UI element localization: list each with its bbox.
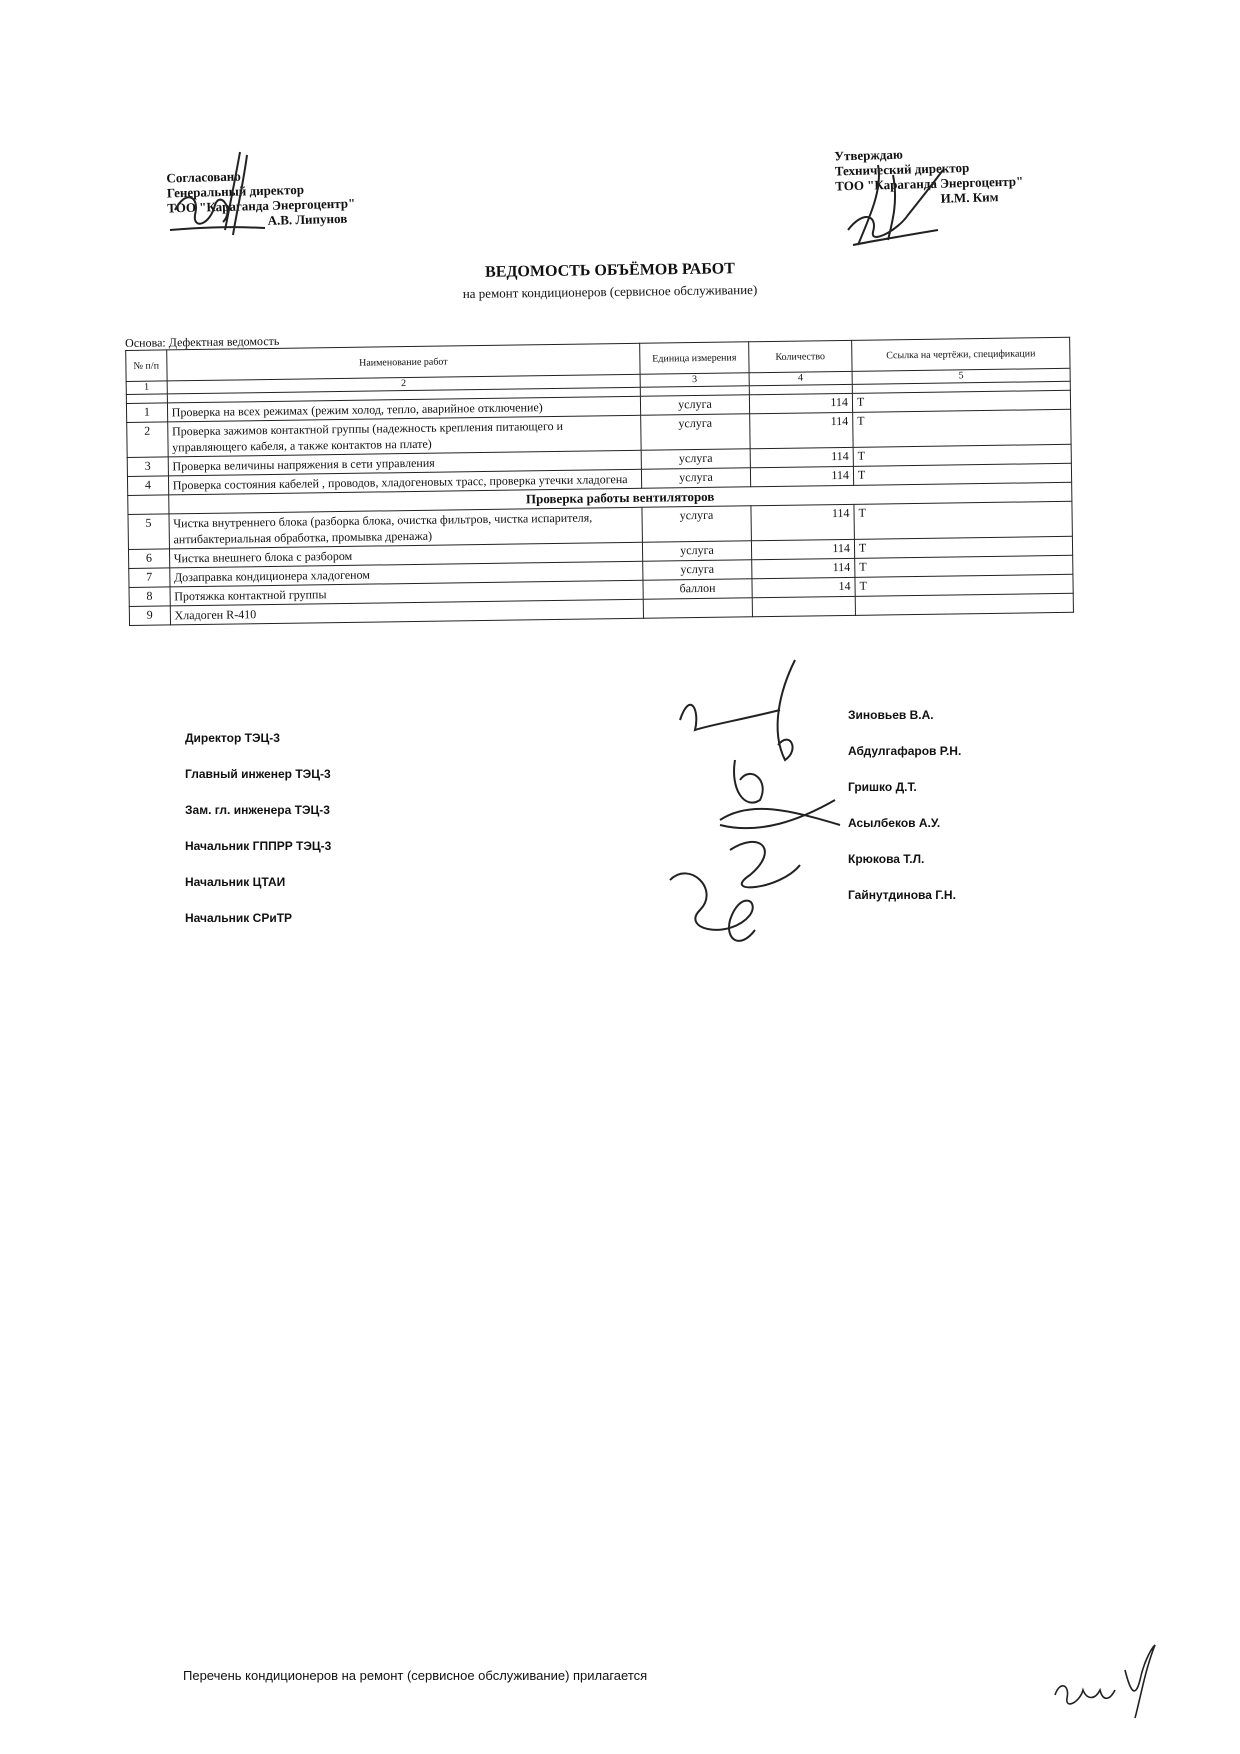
row-unit: услуга	[641, 395, 750, 416]
row-ref: Т	[854, 501, 1072, 539]
commission-role: Начальник ЦТАИ	[185, 875, 286, 889]
commission-role: Зам. гл. инженера ТЭЦ-3	[185, 803, 330, 817]
row-name: Дозаправка кондиционера хладогеном	[169, 561, 643, 587]
row-name: Протяжка контактной группы	[170, 580, 644, 606]
section-empty-cell	[128, 495, 169, 515]
header-num: № п/п	[126, 350, 167, 382]
index-cell: 1	[126, 381, 167, 395]
row-unit: услуга	[643, 541, 752, 562]
header-qty: Количество	[748, 340, 852, 372]
row-ref	[855, 593, 1073, 615]
row-qty	[752, 596, 856, 616]
row-num: 1	[126, 403, 167, 423]
row-ref: Т	[854, 536, 1072, 558]
commission-name: Абдулгафаров Р.Н.	[848, 744, 962, 758]
header-unit: Единица измерения	[640, 342, 749, 375]
approved-position: Технический директор	[834, 159, 970, 179]
row-num: 4	[127, 476, 168, 496]
row-name: Чистка внешнего блока с разбором	[169, 542, 643, 568]
approved-name: И.М. Ким	[940, 189, 999, 206]
row-name: Проверка на всех режимах (режим холод, тепло, аварийное отключение)	[167, 396, 641, 422]
row-qty: 114	[751, 504, 855, 540]
document-subtitle: на ремонт кондиционеров (сервисное обслуживание)	[462, 281, 758, 302]
works-table	[125, 337, 1074, 626]
row-num: 9	[129, 606, 170, 626]
row-qty: 114	[749, 412, 853, 448]
row-ref: Т	[853, 463, 1071, 485]
header-ref: Ссылка на чертёжи, спецификации	[852, 337, 1070, 371]
row-ref: Т	[855, 555, 1073, 577]
agreed-label: Согласовано	[166, 168, 242, 186]
row-qty: 14	[752, 577, 856, 597]
row-unit: услуга	[641, 449, 750, 470]
row-num: 6	[128, 549, 169, 569]
commission-name: Крюкова Т.Л.	[848, 852, 925, 866]
row-qty: 114	[750, 447, 854, 467]
index-cell: 4	[749, 371, 852, 385]
commission-names	[848, 707, 961, 923]
row-ref: Т	[853, 444, 1071, 466]
row-qty: 114	[751, 539, 855, 559]
row-qty: 114	[750, 466, 854, 486]
row-unit: услуга	[641, 414, 750, 451]
works-table-wrapper	[125, 323, 1074, 626]
row-name: Проверка величины напряжения в сети управления	[168, 450, 642, 476]
commission-name: Асылбеков А.У.	[848, 816, 941, 830]
commission-name: Гришко Д.Т.	[848, 780, 917, 794]
approved-company: ТОО "Караганда Энергоцентр"	[835, 173, 1024, 194]
row-ref: Т	[853, 409, 1071, 447]
row-num: 5	[128, 514, 169, 550]
document-title: ВЕДОМОСТЬ ОБЪЁМОВ РАБОТ	[484, 260, 735, 281]
row-qty: 114	[749, 393, 853, 413]
row-num: 3	[127, 457, 168, 477]
row-name: Проверка зажимов контактной группы (надежность крепления питающего и управляющего кабеля, а также контактов на плате)	[167, 415, 641, 457]
commission-name: Зиновьев В.А.	[848, 708, 934, 722]
row-name: Чистка внутреннего блока (разборка блока, очистка фильтров, чистка испарителя, антибактериальная обработка, промывка дренажа)	[169, 507, 643, 549]
approved-label: Утверждаю	[834, 146, 904, 164]
row-unit	[643, 598, 752, 619]
row-num: 8	[129, 587, 170, 607]
index-cell: 3	[640, 373, 749, 388]
row-unit: услуга	[643, 560, 752, 581]
commission-role: Директор ТЭЦ-3	[185, 731, 280, 745]
row-name: Хладоген R-410	[170, 599, 644, 625]
row-qty: 114	[751, 558, 855, 578]
row-unit: услуга	[642, 506, 751, 543]
commission-name: Гайнутдинова Г.Н.	[848, 888, 956, 902]
index-cell: 5	[852, 368, 1070, 384]
row-name: Проверка состояния кабелей , проводов, хладогеновых трасс, проверка утечки хладогена	[168, 469, 642, 495]
commission-role: Начальник СРиТР	[185, 911, 293, 925]
basis-label: Основа: Дефектная ведомость	[125, 333, 280, 350]
row-unit: баллон	[643, 579, 752, 600]
agreed-company: ТОО "Караганда Энергоцентр"	[167, 195, 356, 216]
row-ref: Т	[852, 390, 1070, 412]
commission-role: Главный инженер ТЭЦ-3	[185, 767, 331, 781]
commission-signatures	[660, 650, 860, 960]
header-name: Наименование работ	[166, 343, 640, 381]
approved-signature	[838, 160, 958, 255]
commission-roles	[185, 730, 331, 946]
commission-role: Начальник ГППРР ТЭЦ-3	[185, 839, 332, 853]
row-num: 7	[129, 568, 170, 588]
index-cell: 2	[167, 374, 641, 394]
section-title: Проверка работы вентиляторов	[168, 482, 1072, 514]
footer-signature	[1045, 1640, 1175, 1720]
agreed-name: А.В. Липунов	[267, 210, 348, 228]
row-ref: Т	[855, 574, 1073, 596]
row-unit: услуга	[642, 468, 751, 489]
agreed-signature	[165, 150, 275, 240]
footer-note: Перечень кондиционеров на ремонт (сервисное обслуживание) прилагается	[183, 1668, 648, 1683]
agreed-position: Генеральный директор	[166, 181, 305, 201]
row-num: 2	[127, 422, 168, 458]
